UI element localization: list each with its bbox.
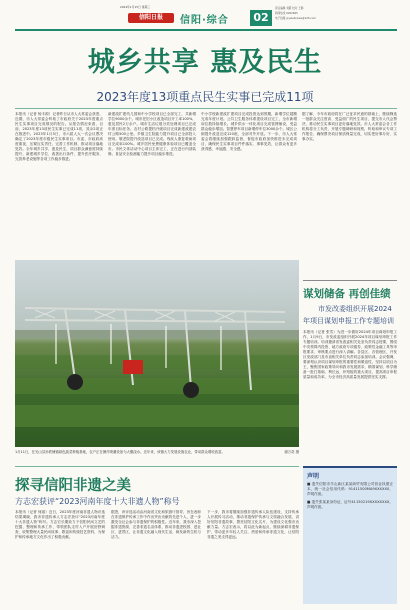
lead-title: 城乡共享 惠及民生 bbox=[87, 47, 323, 78]
notice-item-2: ■ 遗失张某某身份证，证号41150219XXXXXXXX，声明作废。 bbox=[307, 500, 393, 510]
lead-body-col3: 中小学校新建改扩建项目完成投资达到预期，新增学位超额完成年度计划。公共卫生服务体系建设项目完工，全市新增床位数持续增长。城乡供水一体化项目完成管网铺设，受益群众稳步增加。智慧停车项目新增停车位3000余个。城区公厕提升改造完成120座，全部对外开放。下一步，市人大常委会将继续加强跟踪监督，督促市政府加快推进未完成项目，确保民生实事项目件件落实、事事见效，让群众有更多获得感、幸福感、安全感。 bbox=[201, 112, 297, 152]
hotline: 新闻热线 6262965 bbox=[275, 12, 298, 15]
bottom-body-col1: 本报讯（记者 何丽）近日，2023年度河南非遗人物评选结果揭晓，我市非遗传承人方志宏获评“2023河南年度十大非遗人物”称号。方志宏长期致力于信阳民间文艺的挖掘、整理和传承工作，带领团队走村入户开展田野调查，收集整理大量民间故事、歌谣和传统技艺资料，为保护和传承地方文化作出了积极贡献。 bbox=[15, 510, 105, 540]
header-rule bbox=[15, 29, 397, 31]
lead-body-col4: 据了解，今年市政府将在广泛征求民意的基础上，继续筛选一批群众关注度高、受益面广的民生项目，提交市人代会票决，推动民生实事项目更好落地见效。市人大常委会各工作机构将分工负责，开展专题调研和视察，听取和审议专项工作报告，确保票决项目保质保量完成，切实把好事办好、实事办实。 bbox=[302, 112, 397, 142]
notice-box bbox=[303, 466, 397, 604]
side-title: 谋划储备 再创佳绩 bbox=[303, 288, 391, 300]
lead-subtitle-rule bbox=[15, 108, 397, 109]
notice-item-1: ■ 遗失信阳市羊山新区某某商贸有限公司营业执照正本，统一社会信用代码：91411500MA9XXXXX0，声明作废。 bbox=[307, 482, 393, 497]
editor-line: 责任编辑 刘霞 校对 王静 bbox=[275, 7, 304, 10]
notice-heading: 声明 bbox=[307, 473, 320, 480]
page-number-badge: 02 bbox=[250, 10, 272, 26]
side-subtitle-line2: 年项目谋划申报工作专题培训 bbox=[303, 317, 394, 325]
lead-subtitle: 2023年度13项重点民生实事已完成11项 bbox=[96, 90, 314, 104]
photo-credit: 谢万奇 摄 bbox=[284, 450, 299, 454]
masthead-logo: 信阳日报 bbox=[128, 13, 174, 23]
bottom-subtitle: 方志宏获评“2023河南年度十大非遗人物”称号 bbox=[15, 497, 180, 506]
bottom-title: 探寻信阳非遗之美 bbox=[15, 477, 131, 494]
bottom-body-col3: 下一步，我市将继续加强非遗传承人队伍建设，支持传承人开展传习活动，推动非遗保护传承与文旅融合发展，讲好信阳非遗故事，擦亮信阳文化名片，为建设文化强市贡献力量。方志宏表示，将以此为新起点，继续深耕非遗保护，带动更多年轻人关注、热爱和传承非遗文化，让信阳非遗之美走得更远。 bbox=[207, 510, 299, 540]
bottom-body-col2: 据悉，该评选活动由河南省文化和旅游厅指导，旨在表彰在非遗保护传承工作中作出突出贡献的先进个人，进一步激发全社会参与非遗保护的积极性。近年来，我市深入挖掘非遗资源，完善非遗名录体系，推动非遗进校园、进社区、进景区，让非遗文化融入现代生活，焕发新的生机与活力。 bbox=[111, 510, 201, 540]
lead-body-col2: 新建改扩建幼儿园和中小学校项目已全部完工，共新增学位9000余个。城市老旧小区改造项目开工率100%，惠及居民2万余户。城市生活垃圾分类处理项目已完成年度目标任务。农村公路提档升级项目完成新建改建农村公路500公里。乡镇卫生院能力提升项目已全部投入使用。敬老院提升改造项目已完成。残疾人康复救助项目完成率100%。城乡居民免费健康体检项目已覆盖全市。市民文体活动中心项目主体完工，正在进行内部装修。食品安全检测能力提升项目稳步推进。 bbox=[108, 112, 196, 157]
bottom-article-rule bbox=[15, 466, 299, 467]
farm-photo bbox=[15, 260, 299, 447]
date-line: 2024年1月15日 星期三 bbox=[120, 5, 151, 9]
side-body: 本报讯（记者 张雪）为进一步做好2024年项目谋划申报工作，1月9日，市发改委组织开展2024年项目谋划申报工作专题培训。培训邀请省发改委相关处室负责同志授课，围绕中央预算内投资、地方政府专项债券、政策性金融工具等申报要求、审核要点进行深入讲解。各县区、各管理区、开发区发改部门及市直相关单位负责同志参加培训。会议强调，要深刻认识项目谋划申报的重要性和紧迫性，坚持以项目为王，聚焦国家政策导向和我市发展需求，精准谋划、科学储备一批打基础、利长远、补短板的重大项目，提高项目申报质量和成功率，为全市经济高质量发展提供坚实支撑。 bbox=[303, 330, 397, 380]
irrigation-machine-illustration bbox=[15, 260, 299, 447]
side-subtitle-line1: 市发改委组织开展2024 bbox=[318, 305, 392, 313]
section-name: 信阳·综合 bbox=[180, 15, 229, 26]
email: 电子信箱 jxywebnews@126.com bbox=[275, 17, 316, 20]
photo-caption bbox=[15, 450, 299, 455]
side-article-rule-top bbox=[303, 280, 397, 281]
lead-body-col1: 本报讯（记者 杨丰源）记者昨日从市人大常委会获悉，近期，市人大常委会听取了市政府关于2023年度重点民生实事项目完成情况的报告。从报告情况来看，目前，2023年度13项民生实事已完成11项，其余2项正在推进中。2023年1月5日，市六届人大一次会议票决确定了2023年度市级民生实事项目。市委、市政府高度重视，压紧压实责任，完善工作机制，推动项目落地见效。全年城乡共享、惠及民生，项目群众满意度持续提升，新建城乡学位、改善出行条件、提升医疗服务、完善养老设施等各项工作稳步推进。 bbox=[15, 112, 103, 162]
photo-caption-text: 1月11日，在光山县孙铁铺镇绿色蔬菜种植基地，农户正在操作喷灌设备为大棚浇水。近年来，该镇大力发展设施农业，带动群众增收致富。 bbox=[15, 450, 225, 454]
